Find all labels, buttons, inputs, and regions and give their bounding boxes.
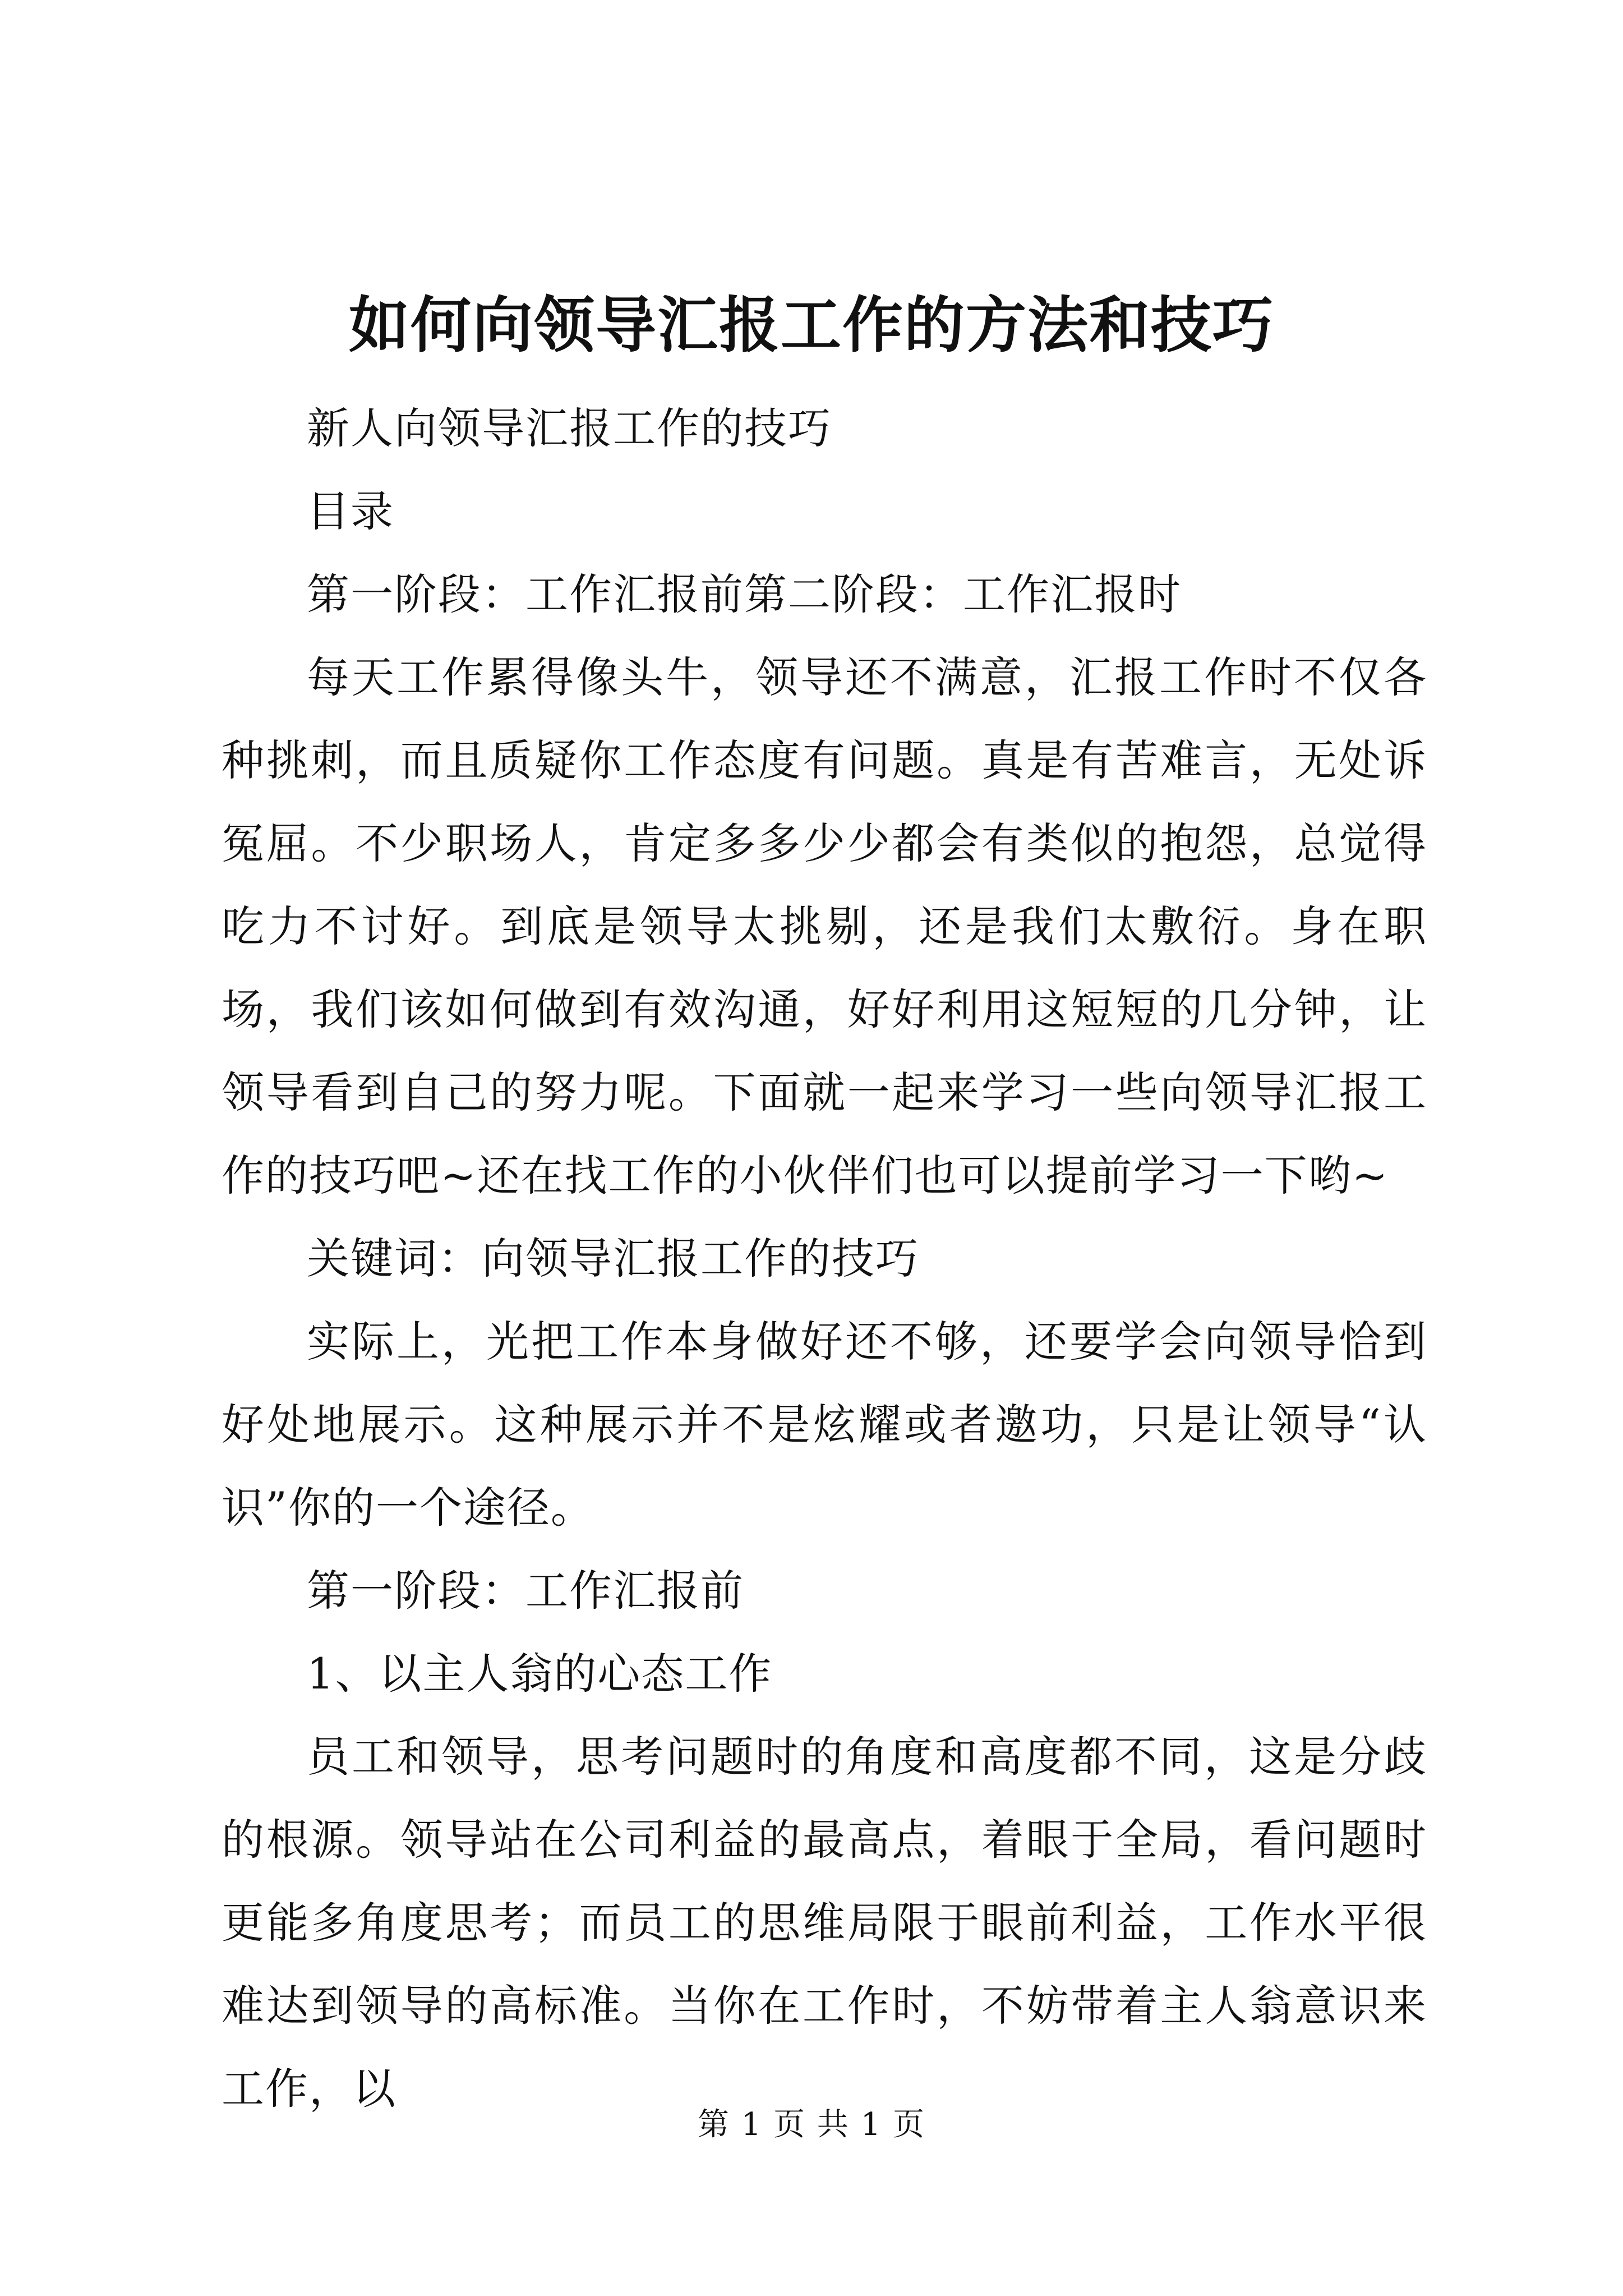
page-footer: 第 1 页 共 1 页 — [697, 2106, 926, 2143]
toc-entries: 第一阶段：工作汇报前第二阶段：工作汇报时 — [307, 569, 1182, 619]
document-title: 如何向领导汇报工作的方法和技巧 — [348, 290, 1274, 361]
keywords-paragraph: 关键词：向领导汇报工作的技巧 — [307, 1234, 919, 1283]
subtitle-paragraph: 新人向领导汇报工作的技巧 — [307, 403, 832, 453]
body-paragraph: 实际上，光把工作本身做好还不够，还要学会向领导恰到好处地展示。这种展示并不是炫耀或者邀功，只是让领导“认识”你的一个途径。 — [222, 1317, 1427, 1533]
section-heading: 第一阶段：工作汇报前 — [307, 1566, 744, 1616]
body-paragraph: 员工和领导，思考问题时的角度和高度都不同，这是分歧的根源。领导站在公司利益的最高点，着眼于全局，看问题时更能多角度思考；而员工的思维局限于眼前利益，工作水平很难达到领导的高标准。当你在工作时，不妨带着主人翁意识来工作，以 — [222, 1732, 1427, 2114]
toc-heading: 目录 — [307, 486, 394, 536]
subsection-heading: 1、以主人翁的心态工作 — [307, 1649, 773, 1699]
document-body — [222, 387, 1427, 2131]
intro-paragraph: 每天工作累得像头牛，领导还不满意，汇报工作时不仅各种挑刺，而且质疑你工作态度有问题。真是有苦难言，无处诉冤屈。不少职场人，肯定多多少少都会有类似的抱怨，总觉得吃力不讨好。到底是领导太挑剔，还是我们太敷衍。身在职场，我们该如何做到有效沟通，好好利用这短短的几分钟，让领导看到自己的努力呢。下面就一起来学习一些向领导汇报工作的技巧吧~还在找工作的小伙伴们也可以提前学习一下哟~ — [222, 652, 1427, 1200]
